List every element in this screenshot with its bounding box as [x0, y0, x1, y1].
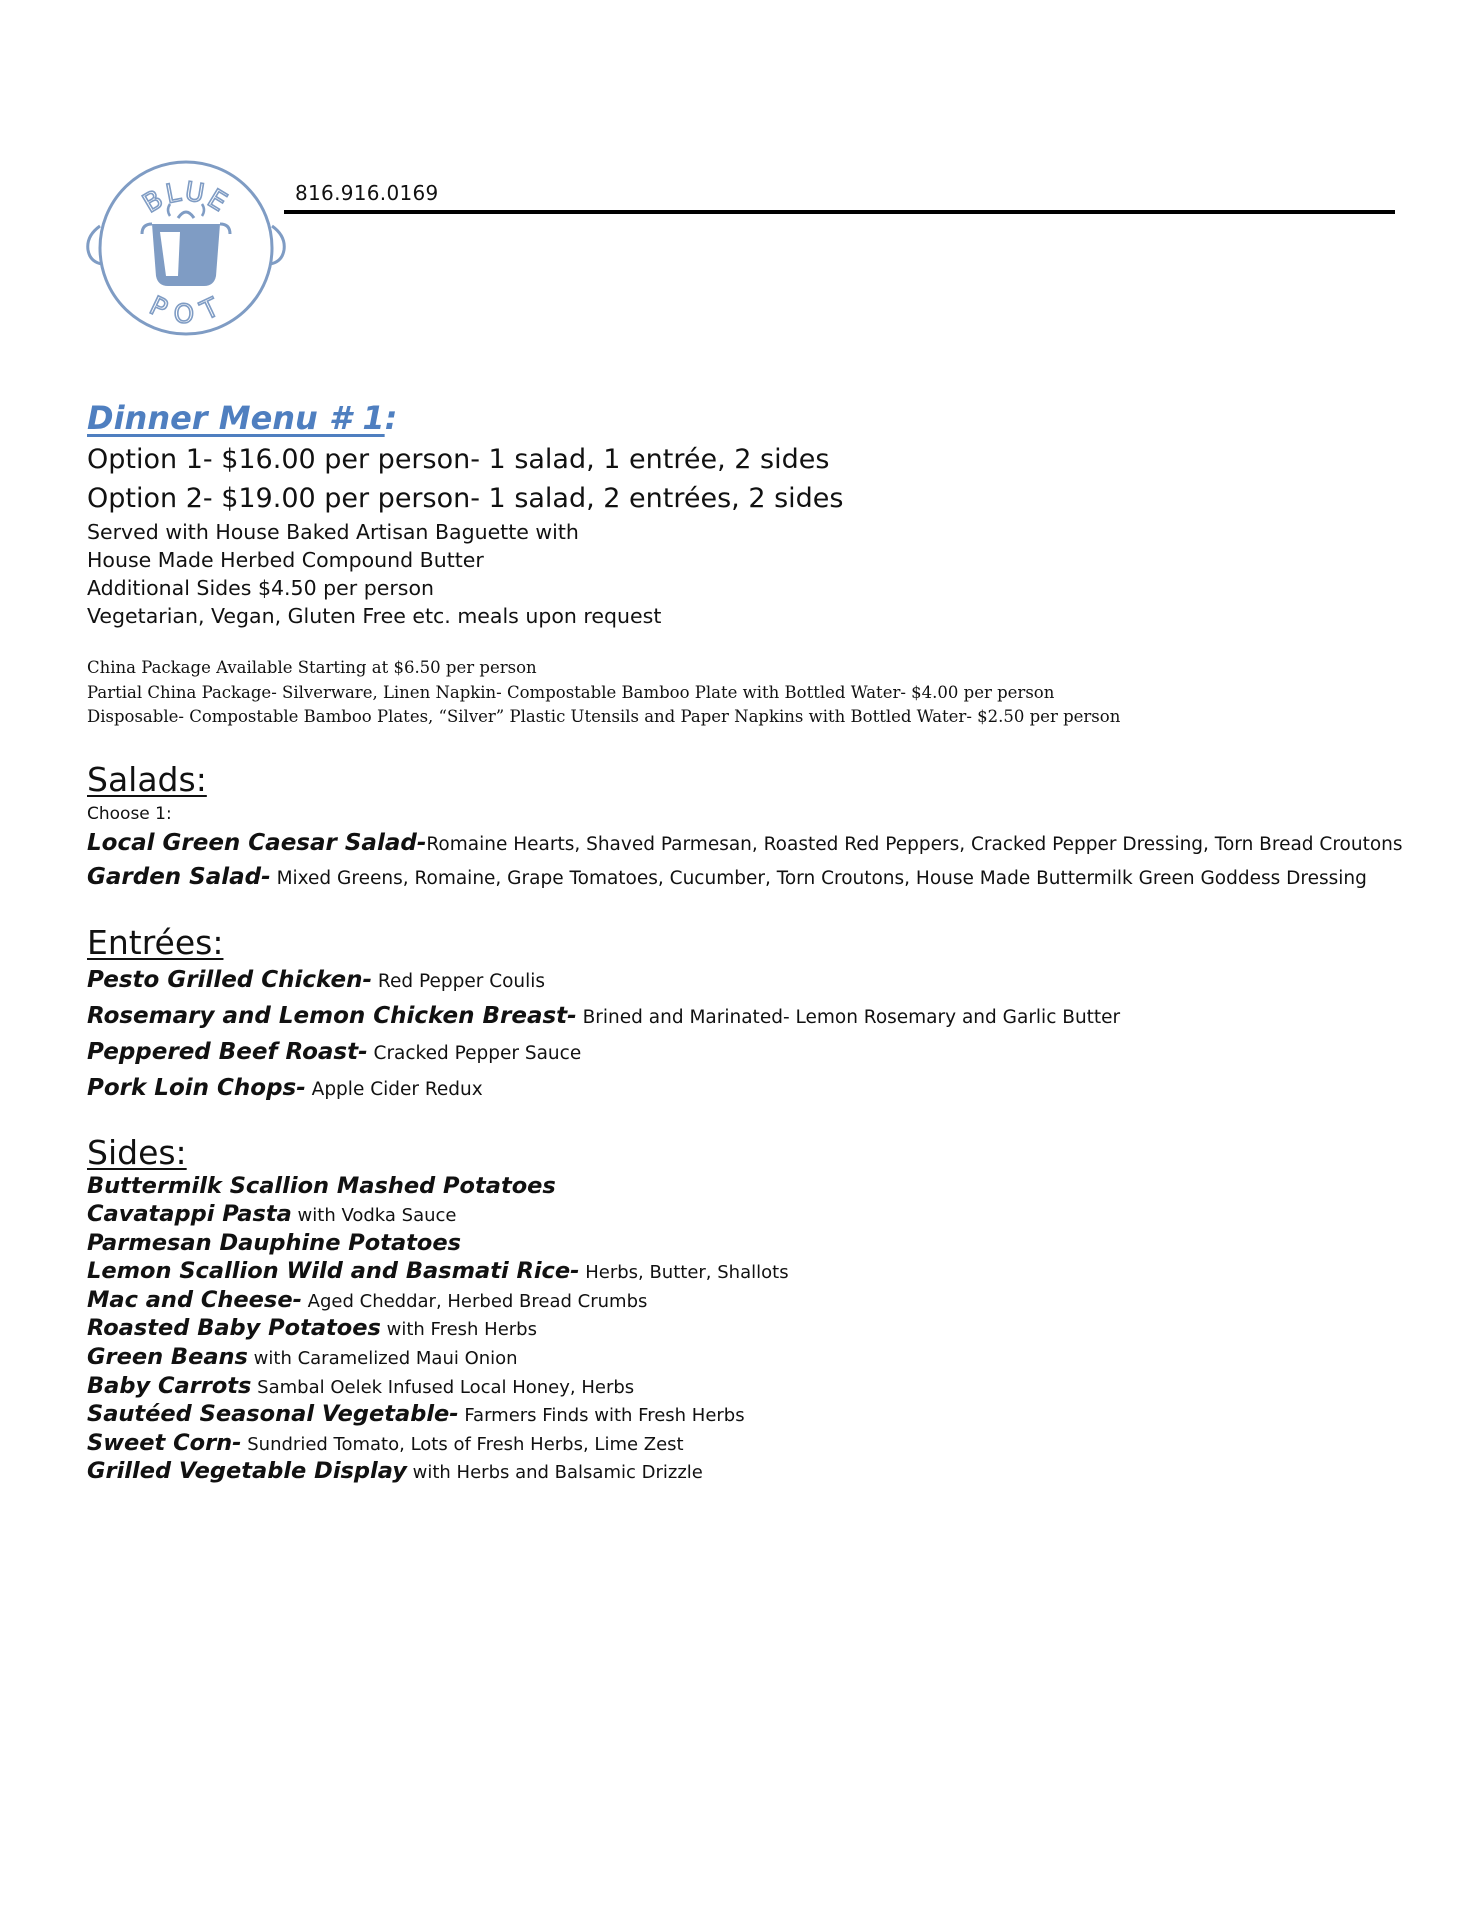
- side-item: [87, 1401, 1407, 1430]
- note-baguette: Served with House Baked Artisan Baguette with: [87, 520, 579, 544]
- salad-name: Garden Salad-: [87, 863, 271, 890]
- side-item: [87, 1201, 1407, 1230]
- logo-text-pot: POT: [144, 290, 228, 330]
- option-1: Option 1- $16.00 per person- 1 salad, 1 entrée, 2 sides: [87, 444, 830, 475]
- side-name: Lemon Scallion Wild and Basmati Rice-: [87, 1258, 580, 1285]
- menu-title-colon: :: [384, 399, 398, 437]
- side-desc: Aged Cheddar, Herbed Bread Crumbs: [301, 1290, 648, 1312]
- side-name: Grilled Vegetable Display: [87, 1458, 407, 1485]
- entree-desc: Apple Cider Redux: [305, 1078, 483, 1100]
- header-rule: [284, 210, 1395, 214]
- side-name: Baby Carrots: [87, 1372, 252, 1399]
- entree-item: [87, 999, 1407, 1035]
- entree-desc: Cracked Pepper Sauce: [367, 1042, 582, 1064]
- entree-name: Peppered Beef Roast-: [87, 1038, 368, 1065]
- side-name: Buttermilk Scallion Mashed Potatoes: [87, 1172, 556, 1199]
- entree-name: Pork Loin Chops-: [87, 1074, 306, 1101]
- salads-heading: Salads:: [87, 759, 207, 799]
- entree-desc: Red Pepper Coulis: [372, 970, 546, 992]
- side-desc: with Vodka Sauce: [291, 1205, 457, 1227]
- entree-desc: Brined and Marinated- Lemon Rosemary and Garlic Butter: [576, 1006, 1121, 1028]
- side-item: [87, 1173, 1407, 1202]
- entree-item: [87, 1035, 1407, 1071]
- side-item: [87, 1373, 1407, 1402]
- side-item: [87, 1230, 1407, 1259]
- logo-text-blue: BLUE: [137, 176, 235, 220]
- partial-china-package: Partial China Package- Silverware, Linen Napkin- Compostable Bamboo Plate with Bottled Water- $4.00 per person: [87, 682, 1055, 702]
- side-name: Cavatappi Pasta: [87, 1201, 292, 1228]
- salad-desc: Mixed Greens, Romaine, Grape Tomatoes, Cucumber, Torn Croutons, House Made Buttermilk Green Goddess Dressing: [270, 867, 1367, 889]
- side-name: Sautéed Seasonal Vegetable-: [87, 1401, 459, 1428]
- side-desc: Sundried Tomato, Lots of Fresh Herbs, Lime Zest: [241, 1433, 684, 1455]
- note-dietary: Vegetarian, Vegan, Gluten Free etc. meals upon request: [87, 604, 662, 628]
- entree-name: Pesto Grilled Chicken-: [87, 966, 373, 993]
- side-desc: Farmers Finds with Fresh Herbs: [458, 1405, 745, 1427]
- salads-choose: Choose 1:: [87, 803, 172, 824]
- side-desc: Herbs, Butter, Shallots: [579, 1262, 789, 1284]
- side-item: [87, 1344, 1407, 1373]
- side-name: Mac and Cheese-: [87, 1286, 302, 1313]
- side-name: Roasted Baby Potatoes: [87, 1315, 381, 1342]
- side-desc: Sambal Oelek Infused Local Honey, Herbs: [251, 1376, 635, 1398]
- disposable-package: Disposable- Compostable Bamboo Plates, “Silver” Plastic Utensils and Paper Napkins with Bottled Water- $2.50 per person: [87, 707, 1121, 726]
- side-desc: with Caramelized Maui Onion: [247, 1348, 518, 1370]
- salad-name: Local Green Caesar Salad-: [87, 829, 427, 856]
- menu-title: [87, 396, 1407, 440]
- note-butter: House Made Herbed Compound Butter: [87, 548, 484, 572]
- side-desc: with Fresh Herbs: [380, 1319, 537, 1341]
- side-desc: with Herbs and Balsamic Drizzle: [406, 1462, 703, 1484]
- salad-item: [87, 827, 1407, 861]
- side-name: Parmesan Dauphine Potatoes: [87, 1229, 462, 1256]
- side-item: [87, 1315, 1407, 1344]
- side-name: Green Beans: [87, 1344, 248, 1371]
- salads-section: [87, 760, 1407, 895]
- blue-pot-logo: [86, 158, 286, 338]
- side-item: [87, 1458, 1407, 1487]
- entree-item: [87, 1071, 1407, 1107]
- sides-heading: Sides:: [87, 1132, 187, 1172]
- side-item: [87, 1430, 1407, 1459]
- entree-name: Rosemary and Lemon Chicken Breast-: [87, 1002, 577, 1029]
- sides-section: [87, 1133, 1407, 1488]
- side-item: [87, 1287, 1407, 1316]
- logo-emblem: [86, 158, 286, 338]
- salad-item: [87, 861, 1407, 895]
- china-package: China Package Available Starting at $6.50 per person: [87, 658, 537, 677]
- salad-desc: Romaine Hearts, Shaved Parmesan, Roasted Red Peppers, Cracked Pepper Dressing, Torn Bread Croutons: [426, 833, 1403, 855]
- side-item: [87, 1258, 1407, 1287]
- option-2: Option 2- $19.00 per person- 1 salad, 2 entrées, 2 sides: [87, 483, 844, 514]
- side-name: Sweet Corn-: [87, 1429, 242, 1456]
- menu-title-text: Dinner Menu # 1: [87, 399, 385, 437]
- entrees-heading: Entrées:: [87, 922, 224, 962]
- entrees-section: [87, 923, 1407, 1107]
- entree-item: [87, 963, 1407, 999]
- menu-content: [87, 396, 1407, 1487]
- phone-number: 816.916.0169: [295, 181, 439, 205]
- note-additional-sides: Additional Sides $4.50 per person: [87, 576, 434, 600]
